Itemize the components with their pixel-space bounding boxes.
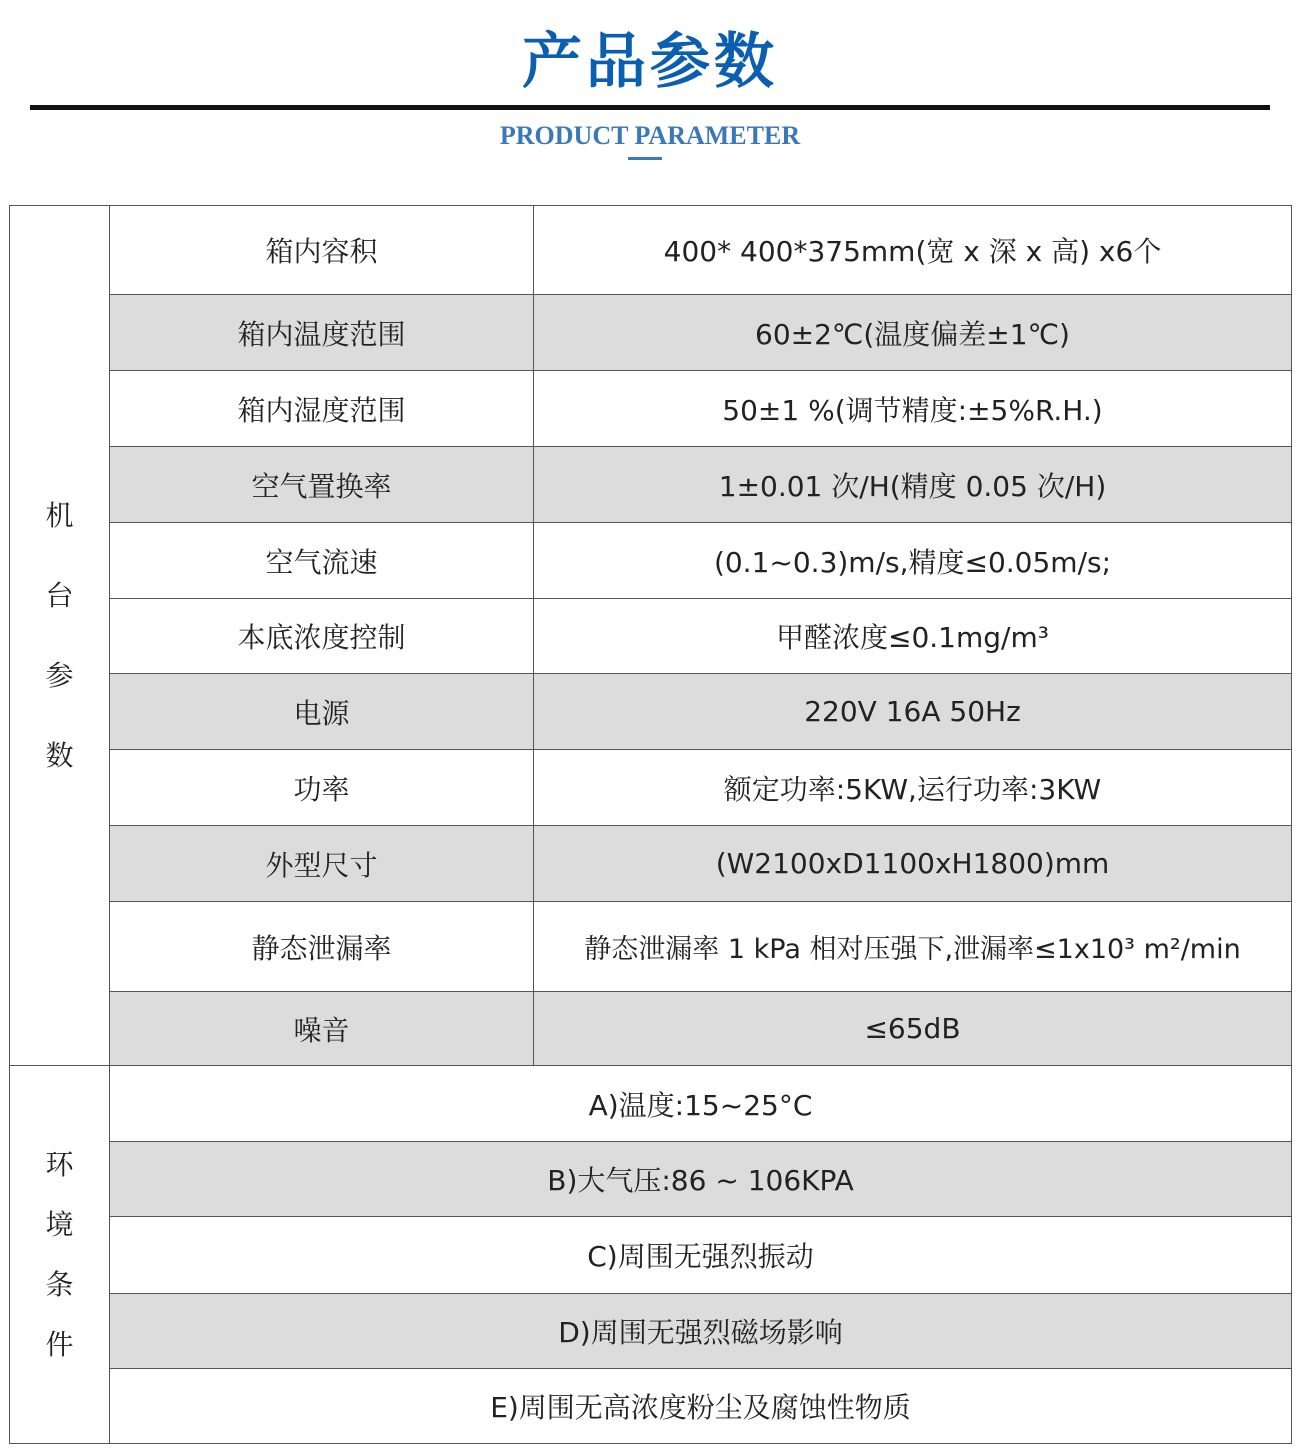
param-value: 1±0.01 次/H(精度 0.05 次/H) <box>534 447 1292 523</box>
param-label: 静态泄漏率 <box>110 902 534 992</box>
table-row <box>10 1294 1292 1369</box>
table-row <box>10 826 1292 902</box>
param-label: 电源 <box>110 674 534 750</box>
group-char: 参 <box>45 658 74 692</box>
table-row <box>10 1142 1292 1217</box>
subtitle-underline <box>628 157 662 160</box>
param-label: 箱内温度范围 <box>110 295 534 371</box>
group-char: 数 <box>45 738 74 772</box>
title-divider <box>30 105 1270 110</box>
group-char: 机 <box>45 498 74 532</box>
table-row <box>10 206 1292 295</box>
table-row <box>10 1369 1292 1444</box>
param-value: 50±1 %(调节精度:±5%R.H.) <box>534 371 1292 447</box>
param-label: 空气流速 <box>110 523 534 599</box>
group-char: 条 <box>45 1267 74 1301</box>
env-condition: E)周围无高浓度粉尘及腐蚀性物质 <box>110 1369 1292 1444</box>
param-label: 空气置换率 <box>110 447 534 523</box>
table-row <box>10 674 1292 750</box>
table-row <box>10 599 1292 674</box>
group-machine-parameters <box>10 206 110 1066</box>
param-value: 400* 400*375mm(宽 x 深 x 高) x6个 <box>534 206 1292 295</box>
table-row <box>10 750 1292 826</box>
group-char: 台 <box>45 578 74 612</box>
param-label: 箱内容积 <box>110 206 534 295</box>
page-subtitle: PRODUCT PARAMETER <box>499 121 801 150</box>
param-value: ≤65dB <box>534 992 1292 1066</box>
group-char: 环 <box>45 1147 74 1181</box>
table-row <box>10 992 1292 1066</box>
param-value: 额定功率:5KW,运行功率:3KW <box>534 750 1292 826</box>
param-value: 甲醛浓度≤0.1mg/m³ <box>534 599 1292 674</box>
param-value: 220V 16A 50Hz <box>534 674 1292 750</box>
param-value: (W2100xD1100xH1800)mm <box>534 826 1292 902</box>
param-value: 静态泄漏率 1 kPa 相对压强下,泄漏率≤1x10³ m²/min <box>534 902 1292 992</box>
table-row <box>10 371 1292 447</box>
table-row <box>10 295 1292 371</box>
table-row <box>10 1066 1292 1142</box>
env-condition: B)大气压:86 ~ 106KPA <box>110 1142 1292 1217</box>
parameter-table <box>9 205 1292 1444</box>
group-char: 境 <box>45 1207 74 1241</box>
table-row <box>10 523 1292 599</box>
env-condition: A)温度:15~25°C <box>110 1066 1292 1142</box>
param-label: 噪音 <box>110 992 534 1066</box>
param-value: (0.1~0.3)m/s,精度≤0.05m/s; <box>534 523 1292 599</box>
env-condition: C)周围无强烈振动 <box>110 1217 1292 1294</box>
table-row <box>10 1217 1292 1294</box>
param-label: 功率 <box>110 750 534 826</box>
table-row <box>10 902 1292 992</box>
param-label: 外型尺寸 <box>110 826 534 902</box>
group-char: 件 <box>45 1327 74 1361</box>
table-row <box>10 447 1292 523</box>
param-value: 60±2℃(温度偏差±1℃) <box>534 295 1292 371</box>
group-environment-conditions <box>10 1066 110 1444</box>
env-condition: D)周围无强烈磁场影响 <box>110 1294 1292 1369</box>
param-label: 本底浓度控制 <box>110 599 534 674</box>
page-title: 产品参数 <box>522 27 778 97</box>
param-label: 箱内湿度范围 <box>110 371 534 447</box>
